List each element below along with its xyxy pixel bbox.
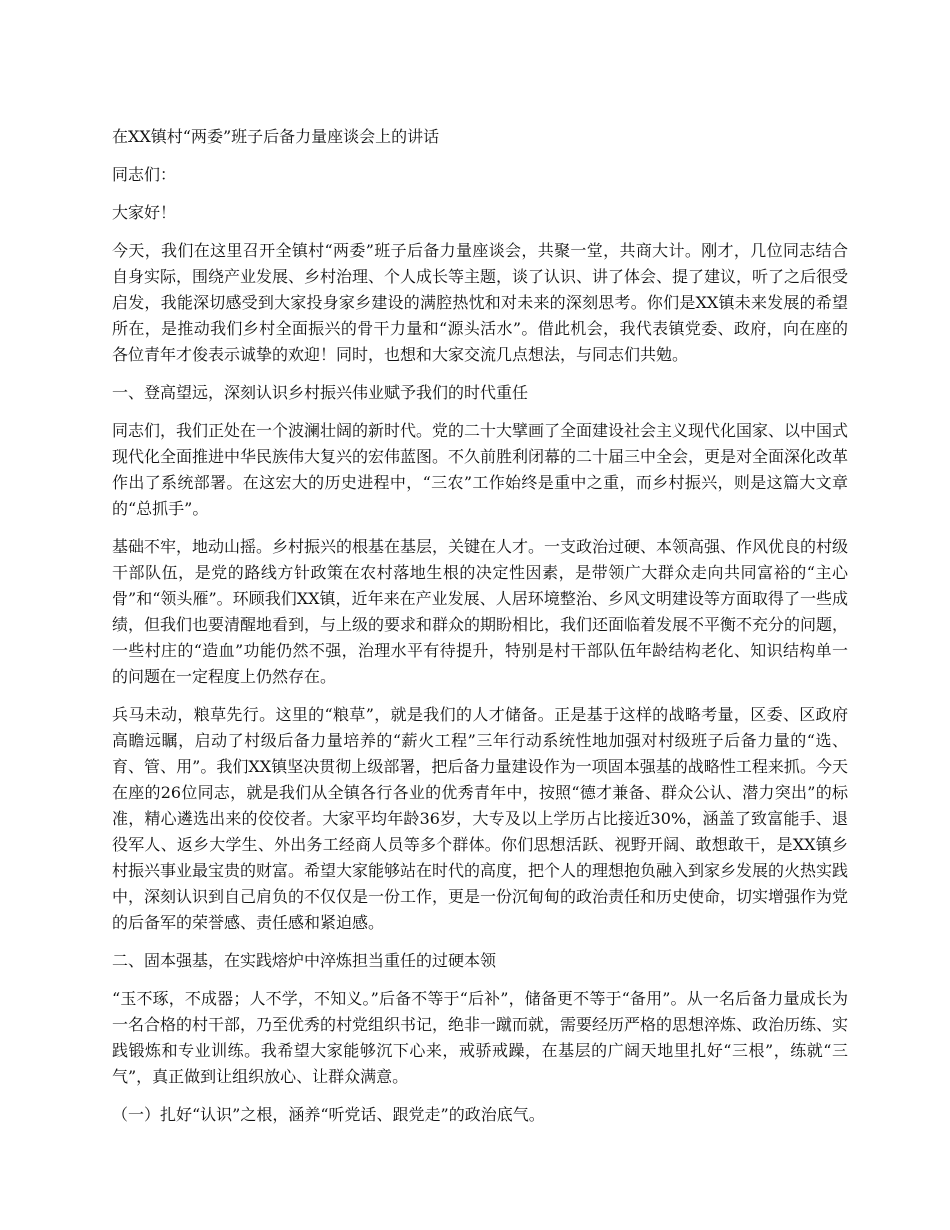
section-heading-1: 一、登高望远，深刻认识乡村振兴伟业赋予我们的时代重任 bbox=[112, 383, 529, 402]
paragraph-opening: 今天，我们在这里召开全镇村“两委”班子后备力量座谈会，共聚一堂，共商大计。刚才，几位同志结合自身实际，围绕产业发展、乡村治理、个人成长等主题，谈了认识、讲了体会、提了建议，听了之后很受启发，我能深切感受到大家投身家乡建设的满腔热忱和对未来的深刻思考。你们是XX镇未来发展的希望所在，是推动我们乡村全面振兴的骨干力量和“源头活水”。借此机会，我代表镇党委、政府，向在座的各位青年才俊表示诚挚的欢迎！同时，也想和大家交流几点想法，与同志们共勉。 bbox=[112, 241, 849, 364]
paragraph-reserve: 兵马未动，粮草先行。这里的“粮草”，就是我们的人才储备。正是基于这样的战略考量，区委、区政府高瞻远瞩，启动了村级后备力量培养的“薪火工程”三年行动系统性地加强对村级班子后备力量的“选、育、管、用”。我们XX镇坚决贯彻上级部署，把后备力量建设作为一项固本强基的战略性工程来抓。今天在座的26位同志，就是我们从全镇各行各业的优秀青年中，按照“德才兼备、群众公认、潜力突出”的标准，精心遴选出来的佼佼者。大家平均年龄36岁，大专及以上学历占比接近30%，涵盖了致富能手、退役军人、返乡大学生、外出务工经商人员等多个群体。你们思想活跃、视野开阔、敢想敢干，是XX镇乡村振兴事业最宝贵的财富。希望大家能够站在时代的高度，把个人的理想抱负融入到家乡发展的火热实践中，深刻认识到自己肩负的不仅仅是一份工作，更是一份沉甸甸的政治责任和历史使命，切实增强作为党的后备军的荣誉感、责任感和紧迫感。 bbox=[112, 705, 849, 932]
paragraph-era: 同志们，我们正处在一个波澜壮阔的新时代。党的二十大擘画了全面建设社会主义现代化国家、以中国式现代化全面推进中华民族伟大复兴的宏伟蓝图。不久前胜利闭幕的二十届三中全会，更是对全面深化改革作出了系统部署。在这宏大的历史进程中，“三农”工作始终是重中之重，而乡村振兴，则是这篇大文章的“总抓手”。 bbox=[112, 421, 849, 518]
document-page bbox=[112, 124, 848, 1140]
greeting: 大家好！ bbox=[112, 203, 177, 222]
section-heading-2: 二、固本强基，在实践熔炉中淬炼担当重任的过硬本领 bbox=[112, 951, 497, 970]
salutation: 同志们： bbox=[112, 165, 177, 184]
paragraph-foundation: 基础不牢，地动山摇。乡村振兴的根基在基层，关键在人才。一支政治过硬、本领高强、作风优良的村级干部队伍，是党的路线方针政策在农村落地生根的决定性因素，是带领广大群众走向共同富裕的“主心骨”和“领头雁”。环顾我们XX镇，近年来在产业发展、人居环境整治、乡风文明建设等方面取得了一些成绩，但我们也要清醒地看到，与上级的要求和群众的期盼相比，我们还面临着发展不平衡不充分的问题，一些村庄的“造血”功能仍然不强，治理水平有待提升，特别是村干部队伍年龄结构老化、知识结构单一的问题在一定程度上仍然存在。 bbox=[112, 537, 849, 686]
document-title: 在XX镇村“两委”班子后备力量座谈会上的讲话 bbox=[112, 127, 440, 146]
subsection-heading-1: （一）扎好“认识”之根，涵养“听党话、跟党走”的政治底气。 bbox=[112, 1105, 545, 1124]
paragraph-training: “玉不琢，不成器；人不学，不知义。”后备不等于“后补”，储备更不等于“备用”。从一名后备力量成长为一名合格的村干部，乃至优秀的村党组织书记，绝非一蹴而就，需要经历严格的思想淬炼、政治历练、实践锻炼和专业训练。我希望大家能够沉下心来，戒骄戒躁，在基层的广阔天地里扎好“三根”，练就“三气”，真正做到让组织放心、让群众满意。 bbox=[112, 989, 849, 1086]
